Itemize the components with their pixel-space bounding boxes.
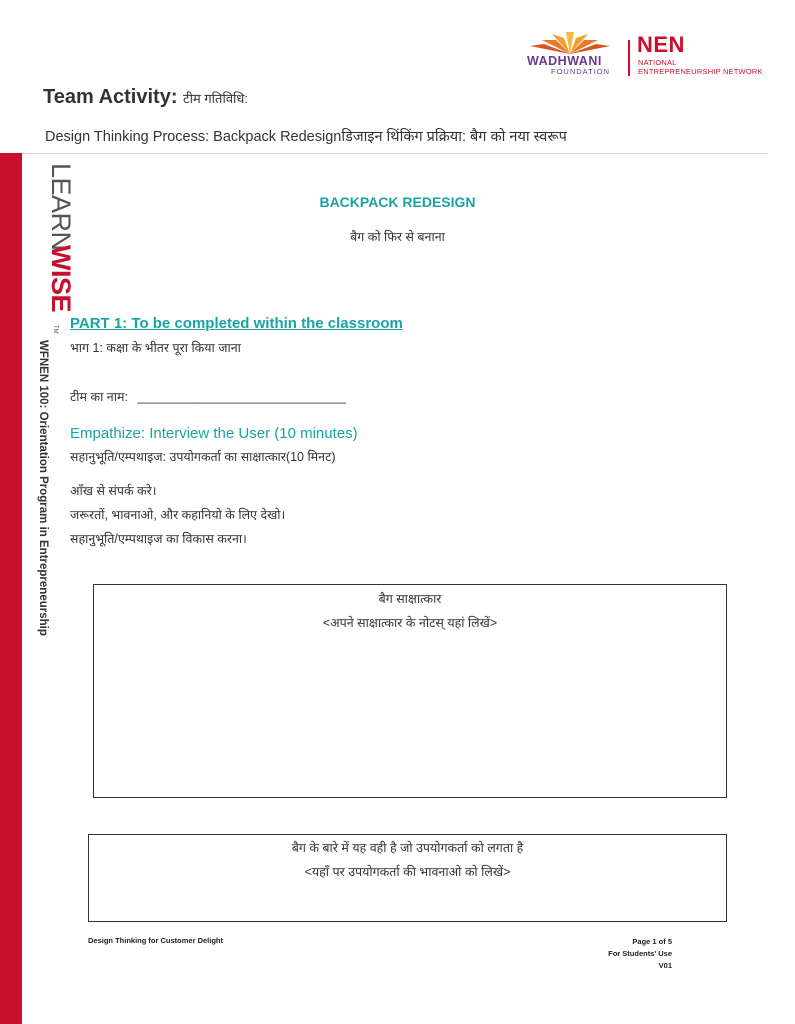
user-feelings-box[interactable] <box>88 834 727 922</box>
interview-notes-box[interactable] <box>93 584 727 798</box>
interview-box-prompt: <अपने साक्षात्कार के नोटस् यहां लिखें> <box>322 616 498 630</box>
footer-page-info <box>560 936 672 972</box>
wadhwani-name: WADHWANI <box>527 54 602 68</box>
team-activity-heading <box>43 86 248 109</box>
part1-hindi: भाग 1: कक्षा के भीतर पूरा किया जाना <box>70 341 241 355</box>
page-subtitle: बैग को फिर से बनाना <box>350 230 445 244</box>
team-activity-label: Team Activity: <box>43 86 178 108</box>
footer-page-number: Page 1 of 5 <box>632 937 672 946</box>
instruction-item: सहानुभूति/एम्पथाइज का विकास करना। <box>70 532 247 546</box>
team-name-label: टीम का नाम: <box>70 390 128 404</box>
page-title: BACKPACK REDESIGN <box>319 194 476 210</box>
learnwise-learn-text: LEARN <box>46 163 76 251</box>
instruction-item: जरूरतों, भावनाओ, और कहानियो के लिए देखो। <box>70 508 286 522</box>
header-divider <box>0 153 768 154</box>
feelings-box-title: बैग के बारे में यह वही है जो उपयोगकर्ता को लगता है <box>291 841 524 855</box>
nen-logo-sub2: ENTREPRENEURSHIP NETWORK <box>638 67 763 76</box>
learnwise-wise-text: WISE <box>46 245 76 313</box>
footer-use: For Students' Use <box>608 949 672 958</box>
empathize-hindi: सहानुभूति/एम्पथाइज: उपयोगकर्ता का साक्षात्कार(10 मिनट) <box>70 450 336 464</box>
team-name-field[interactable] <box>70 388 346 405</box>
program-side-label: WFNEN 100: Orientation Program in Entrepreneurship <box>37 340 49 636</box>
process-title: Design Thinking Process: Backpack Redesignडिजाइन थिंकिंग प्रक्रिया: बैग को नया स्वरूप <box>45 129 567 145</box>
logo-divider <box>628 40 630 76</box>
team-activity-hindi: टीम गतिविधि: <box>183 91 249 106</box>
footer-course-name: Design Thinking for Customer Delight <box>88 936 224 945</box>
nen-logo-sub1: NATIONAL <box>638 58 677 67</box>
feelings-box-prompt: <यहाँ पर उपयोगकर्ता की भावनाओ को लिखें> <box>304 865 511 879</box>
nen-logo-title: NEN <box>637 32 685 57</box>
red-side-bar <box>0 153 22 1024</box>
team-name-blank[interactable]: ______________________________ <box>137 390 346 404</box>
learnwise-logo <box>30 163 76 334</box>
learnwise-tm-text: TM <box>52 325 58 334</box>
wadhwani-sub: FOUNDATION <box>551 67 611 76</box>
interview-box-title: बैग साक्षात्कार <box>378 592 442 606</box>
instruction-item: आँख से संपर्क करे। <box>70 484 157 498</box>
part1-heading: PART 1: To be completed within the classroom <box>70 315 403 332</box>
wadhwani-lotus-icon <box>522 30 618 56</box>
empathize-heading: Empathize: Interview the User (10 minutes) <box>70 425 358 442</box>
footer-version: V01 <box>658 961 672 970</box>
